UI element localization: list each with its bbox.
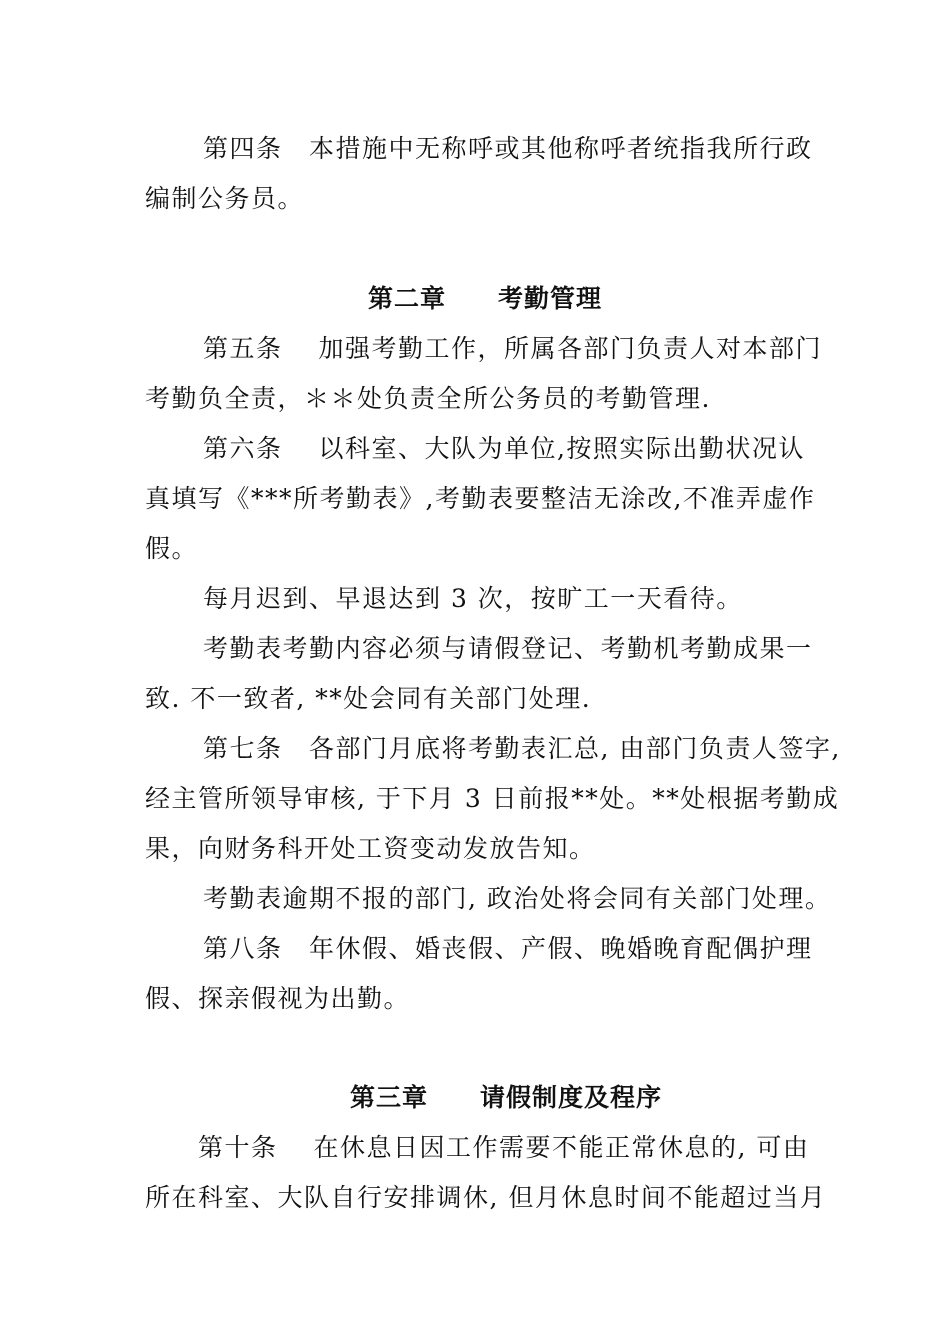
consistency-rule-line-2: 致. 不一致者, **处会同有关部门处理. [145,684,592,713]
article-8-line-1: 第八条 年休假、婚丧假、产假、晚婚晚育配偶护理 [203,934,813,963]
article-6-line-2: 真填写《***所考勤表》,考勤表要整洁无涂改,不准弄虚作 [145,484,816,513]
article-6-line-1: 第六条 以科室、大队为单位,按照实际出勤状况认 [203,434,805,463]
article-4-line-2: 编制公务员。 [145,184,305,213]
article-4-line-1: 第四条 本措施中无称呼或其他称呼者统指我所行政 [203,134,813,163]
article-7-line-3: 果，向财务科开处工资变动发放告知。 [145,834,596,863]
consistency-rule-line-1: 考勤表考勤内容必须与请假登记、考勤机考勤成果一 [203,634,813,663]
late-rule-line: 每月迟到、早退达到 3 次，按旷工一天看待。 [203,584,743,613]
article-10-line-1: 第十条 在休息日因工作需要不能正常休息的, 可由 [198,1133,810,1162]
article-7-line-1: 第七条 各部门月底将考勤表汇总, 由部门负责人签字, [203,734,841,763]
article-5-line-2: 考勤负全责，＊＊处负责全所公务员的考勤管理. [145,384,711,413]
chapter-3-heading: 第三章 请假制度及程序 [350,1083,663,1112]
article-8-line-2: 假、探亲假视为出勤。 [145,984,411,1013]
overdue-rule-line: 考勤表逾期不报的部门, 政治处将会同有关部门处理。 [203,884,832,913]
chapter-2-heading: 第二章 考勤管理 [368,284,603,313]
article-7-line-2: 经主管所领导审核, 于下月 3 日前报**处。**处根据考勤成 [145,784,840,813]
article-5-line-1: 第五条 加强考勤工作，所属各部门负责人对本部门 [203,334,822,363]
article-10-line-2: 所在科室、大队自行安排调休, 但月休息时间不能超过当月 [145,1183,827,1212]
article-6-line-3: 假。 [145,534,199,563]
